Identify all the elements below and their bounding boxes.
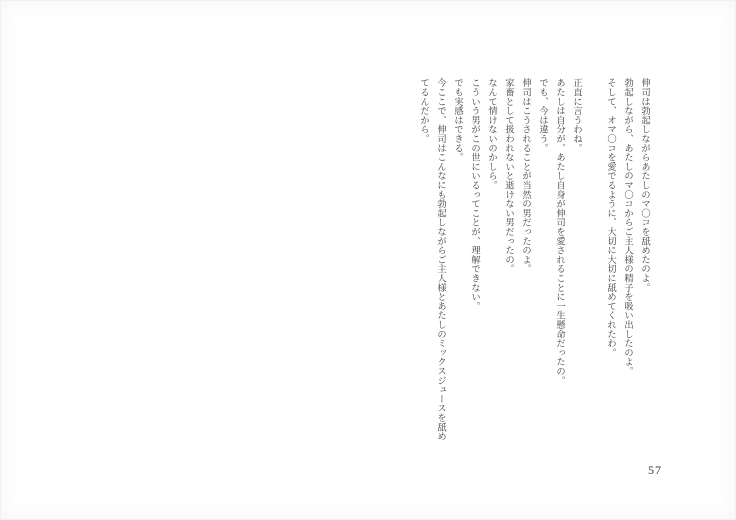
vertical-text-block (414, 78, 652, 460)
paragraph-break (584, 78, 601, 460)
text-line: 伸司はこうされることが当然の男だったのよ。 (520, 78, 530, 274)
text-line: こういう男がこの世にいるってことが、理解できない。 (469, 78, 479, 311)
text-line: なんて情けないのかしら。 (486, 78, 496, 190)
text-line: 今ここで、伸司はこんなにも勃起しながらご主人様とあたしのミックスジュースを舐め (435, 78, 445, 441)
text-line: でも、今は違う。 (537, 78, 547, 153)
text-line: 伸司は勃起しながらあたしのマ〇コを舐めたのよ。 (639, 78, 649, 292)
text-line: 勃起しながら、あたしのマ〇コからご主人様の精子を吸い出したのよ。 (622, 78, 632, 376)
text-line: てるんだから。 (418, 78, 428, 144)
text-line: あたしは自分が、あたし自身が伸司を愛されることに一生懸命だったの。 (554, 78, 564, 385)
text-line: 家畜として扱われないと逝けない男だったの。 (503, 78, 513, 274)
text-line: でも実感はできる。 (452, 78, 462, 162)
page-number: 57 (648, 463, 662, 477)
text-line: 正直に言うわね。 (571, 78, 581, 153)
text-line: そして、オマ〇コを愛でるように、大切に大切に舐めてくれたわ。 (605, 78, 615, 357)
